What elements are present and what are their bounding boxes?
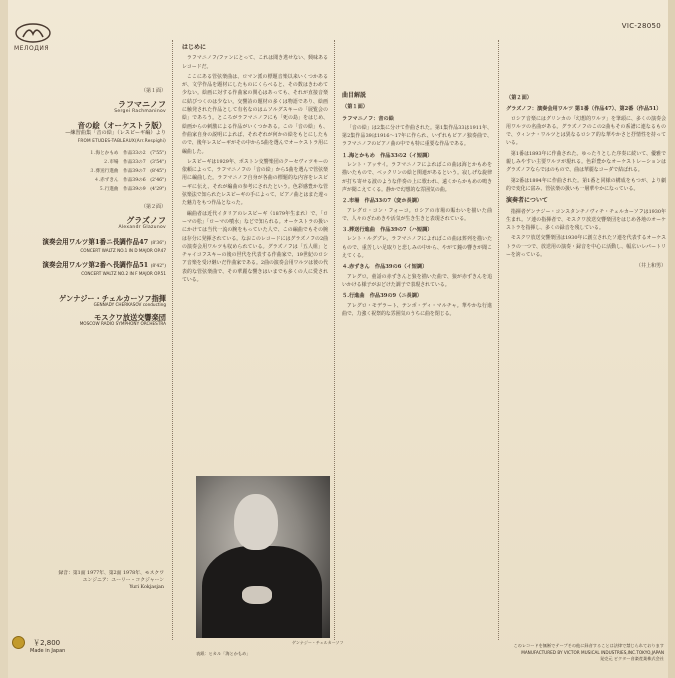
commentary-composer: ラフマニノフ：音の絵 (342, 115, 394, 122)
intro-paragraph: ラフマニノフ/ファンにとって、これは聞き逃せない、興味あるレコードだ。 (182, 55, 328, 70)
performers-paragraph: モスクワ放送交響楽団は1930年に創立されたソ連を代表するオーケストラの一つで、放送用の演奏・録音を中心に活動し、幅広いレパートリーを誇っている。 (506, 235, 666, 259)
footer-line: このレコードを無断でテープその他に録音することは法律で禁じられております (513, 643, 664, 648)
waltz1-latin: CONCERT WALTZ NO.1 IN D MAJOR OP.47 (80, 248, 166, 253)
piece-title: １.海とかもめ 作品33の2（イ短調） (342, 152, 433, 159)
conductor-photo (196, 476, 330, 638)
recording-credits (14, 570, 164, 591)
performers-title: 演奏者について (506, 197, 548, 205)
divider (172, 40, 173, 640)
essay-side2 (506, 40, 666, 636)
melodiya-logo (14, 22, 74, 52)
piece-title: ５.行進曲 作品39の9（ニ長調） (342, 293, 423, 300)
credit-line: 録音：第1面 1977年、第2面 1978年、モスクワ (58, 571, 164, 576)
composer2-latin: Alexandr Glazunov (118, 225, 166, 230)
label-name: МЕЛОДИЯ (14, 45, 50, 52)
essay-commentary (342, 40, 492, 636)
commentary-title: 曲目解説 (342, 92, 367, 99)
piece-text: レント・アッサイ。ラフマニノフによればこの曲は海とかもめを描いたもので、ベックリンの絵と関連があるという。寂しげな旋律が打ち寄せる波のような伴奏の上に歌われ、遠くからかもめの鳴き声が聞こえてくる。静かで幻想的な雰囲気の曲。 (342, 162, 492, 193)
price: ￥2,800 (33, 638, 61, 647)
left-edge (0, 0, 8, 678)
waltz2-latin: CONCERT WALTZ NO.2 IN F MAJOR OP.51 (81, 271, 166, 276)
composer2-name: グラズノフ (126, 215, 166, 225)
movement-item: ３.葬送行進曲 作品39の7 (8'45") (89, 169, 166, 174)
right-edge (668, 0, 675, 678)
credit-line: Yuri Kokjasjan (129, 585, 164, 590)
intro-paragraph: ここにある管弦楽曲は、ロマン派の標題音楽以来いくつかあるが、文学作品を題材にしたものにくらべると、その数はきわめて少ない。絵画に対する作曲家の関心はあっても、それが直接音楽に結びつくのは少ない。交響詩の題材の多くは物語であり、絵画に触発された作品として有名なのはムソルグスキーの「展覧会の絵」であろう。ところがラフマニノフにも「死の島」をはじめ、絵画からの刺激による作品がいくつかある。この「音の絵」も、作曲家自身の説明によれば、それぞれが何かの絵をもとにしたもので、後年レスピーギがその中から5曲を選んでオーケストラ用に編曲した。 (182, 73, 328, 155)
side2-paragraph: 第1番は1893年に作曲された。ゆったりとした序奏に続いて、優雅で親しみやすい主要ワルツが現れる。色彩豊かなオーケストレーションはグラズノフならではのもので、曲は華麗なコーダで結ばれる。 (506, 150, 666, 174)
program-listing (14, 52, 166, 327)
waltz2-title: 演奏会用ワルツ第2番ヘ長調作品51 (8'42") (42, 261, 166, 269)
waltz1-title: 演奏会用ワルツ第1番ニ長調作品47 (8'36") (42, 238, 166, 246)
conductor-name: ゲンナジー・チェルカーソフ指揮 (58, 294, 166, 303)
movement-item: ２.市場 作品33の7 (3'54") (103, 160, 166, 165)
work1-latin: FROM ETUDES-TABLEAUX(Arr.Respighi) (77, 138, 166, 143)
piece-text: アレグロ・コン・フォーコ。ロシアの市場の賑わいを描いた曲で、人々のざわめきや活気が生き生きと表現されている。 (342, 207, 492, 222)
photo-caption: ゲンナジー・チェルカーソフ (292, 640, 344, 645)
movement-item: ５.行進曲 作品39の9 (4'29") (98, 187, 166, 192)
credit-line: エンジニア：ユーリー・コクジャーン (82, 578, 164, 583)
essay-intro (182, 40, 328, 472)
intro-paragraph: レスピーギは1929年、ボストン交響楽団のクーセヴィツキーの依頼によって、ラフマニノフの「音の絵」から5曲を選んで管弦楽用に編曲した。ラフマニノフ自身が各曲の標題的な内容をレスピーギに伝え、それが編曲の参考にされたという。色彩感豊かな管弦楽法で知られたレスピーギの手によって、ピアノ曲とはまた違った魅力をもつ作品となった。 (182, 158, 328, 207)
movement-item: １.海とかもめ 作品33の2 (7'55") (89, 151, 166, 156)
orchestra-latin: MOSCOW RADIO SYMPHONY ORCHESTRA (79, 321, 166, 326)
intro-title: はじめに (182, 44, 207, 51)
composer1-latin: Sergei Rachmaninov (114, 109, 166, 114)
conductor-latin: GENNADY CHERKASOV conducting (93, 302, 166, 307)
piece-text: レント・ルグブレ。ラフマニノフによればこの曲は葬列を描いたもので、重苦しい足取りと悲しみの中から、やがて鐘の響きが聞こえてくる。 (342, 236, 492, 260)
piece-title: ３.葬送行進曲 作品39の7（ハ短調） (342, 227, 433, 234)
piece-title: ２.市場 作品33の7（変ホ長調） (342, 198, 423, 205)
divider (334, 40, 335, 640)
melodiya-logo-icon (14, 22, 52, 44)
side-a-label: （第１面） (140, 88, 166, 94)
work1-subtitle: —練習曲集「音の絵」（レスピーギ編）より (65, 130, 166, 136)
orchestra-name: モスクワ放送交響楽団 (94, 313, 166, 322)
made-in: Made in Japan (30, 648, 66, 654)
commentary-side: （第１面） (342, 104, 368, 111)
gold-seal-icon (12, 636, 25, 649)
commentary-paragraph: 「音の絵」は2集に分けて作曲された。第1集作品33は1911年、第2集作品39は1916～17年に作られ、いずれもピアノ独奏曲で、ラフマニノフのピアノ曲の中でも特に重要な作品である。 (342, 124, 492, 148)
piece-text: アレグロ。童話の赤ずきんと狼を描いた曲で、狼が赤ずきんを追いかける様子がおどけた調子で表現されている。 (342, 273, 492, 288)
movement-item: ４.赤ずきん 作品39の6 (2'46") (94, 178, 166, 183)
divider (498, 40, 499, 640)
side2-paragraph: 第2番は1894年に作曲された。第1番と同様の構成をもつが、より劇的で変化に富み、管弦楽の扱いも一層華やかになっている。 (506, 177, 666, 192)
catalog-number: VIC-28050 (621, 22, 661, 30)
performers-paragraph: 指揮者ゲンナジー・コンスタンチノヴィチ・チェルカーソフは1930年生まれ。ソ連の指揮者で、モスクワ放送交響楽団をはじめ各地のオーケストラを指揮し、多くの録音を残している。 (506, 208, 666, 232)
work1-title: 音の絵（オーケストラ版） (77, 121, 166, 130)
side-b-label: （第２面） (140, 204, 166, 210)
footer-line: 発売元 ビクター音楽産業株式会社 (599, 656, 664, 662)
piece-text: アレグロ・モデラート、テンポ・ディ・マルチャ。華やかな行進曲で、力強く祝祭的な雰囲気のうちに曲を閉じる。 (342, 302, 492, 317)
footer-line: MANUFACTURED BY VICTOR MUSICAL INDUSTRIES,INC.TOKYO,JAPAN (521, 649, 664, 655)
legal-footer (468, 643, 664, 663)
piece-title: ４.赤ずきん 作品39の6（イ短調） (342, 264, 428, 271)
intro-paragraph: 編曲者は近代イタリアのレスピーギ（1879年生まれ）で、「ローマの松」「ローマの噴水」などで知られる。オーケストラの扱いにかけては当代一流の腕をもっていた人で、この編曲でもその腕は存分に発揮されている。なおこのレコードにはグラズノフの2曲の演奏会用ワルツも収められている。グラズノフは「五人組」とチャイコフスキーの後の世代を代表する作曲家で、19世紀のロシア音楽を受け継いだ作曲家である。2曲の演奏会用ワルツは彼の代表的な管弦楽曲で、その華麗な響きはいまでも多くの人に愛されている。 (182, 210, 328, 284)
side2-paragraph: ロシア音楽にはグリンカの「幻想的ワルツ」を筆頭に、多くの演奏会用ワルツの名曲がある。グラズノフのこの2曲もその系譜に連なるもので、ウィンナ・ワルツとは異なるロシア的な華やかさと抒情性を持っている。 (506, 115, 666, 147)
movement-list (14, 149, 166, 194)
composer1-name: ラフマニノフ (118, 99, 166, 109)
author-signature: （井上和男） (635, 263, 666, 270)
side2-label: （第２面） (506, 95, 532, 101)
cover-design-credit: 表紙：ヒカル「海とかもめ」 (196, 651, 251, 656)
side2-heading: グラズノフ：演奏会用ワルツ 第1番（作品47）、第2番（作品51） (506, 106, 662, 113)
